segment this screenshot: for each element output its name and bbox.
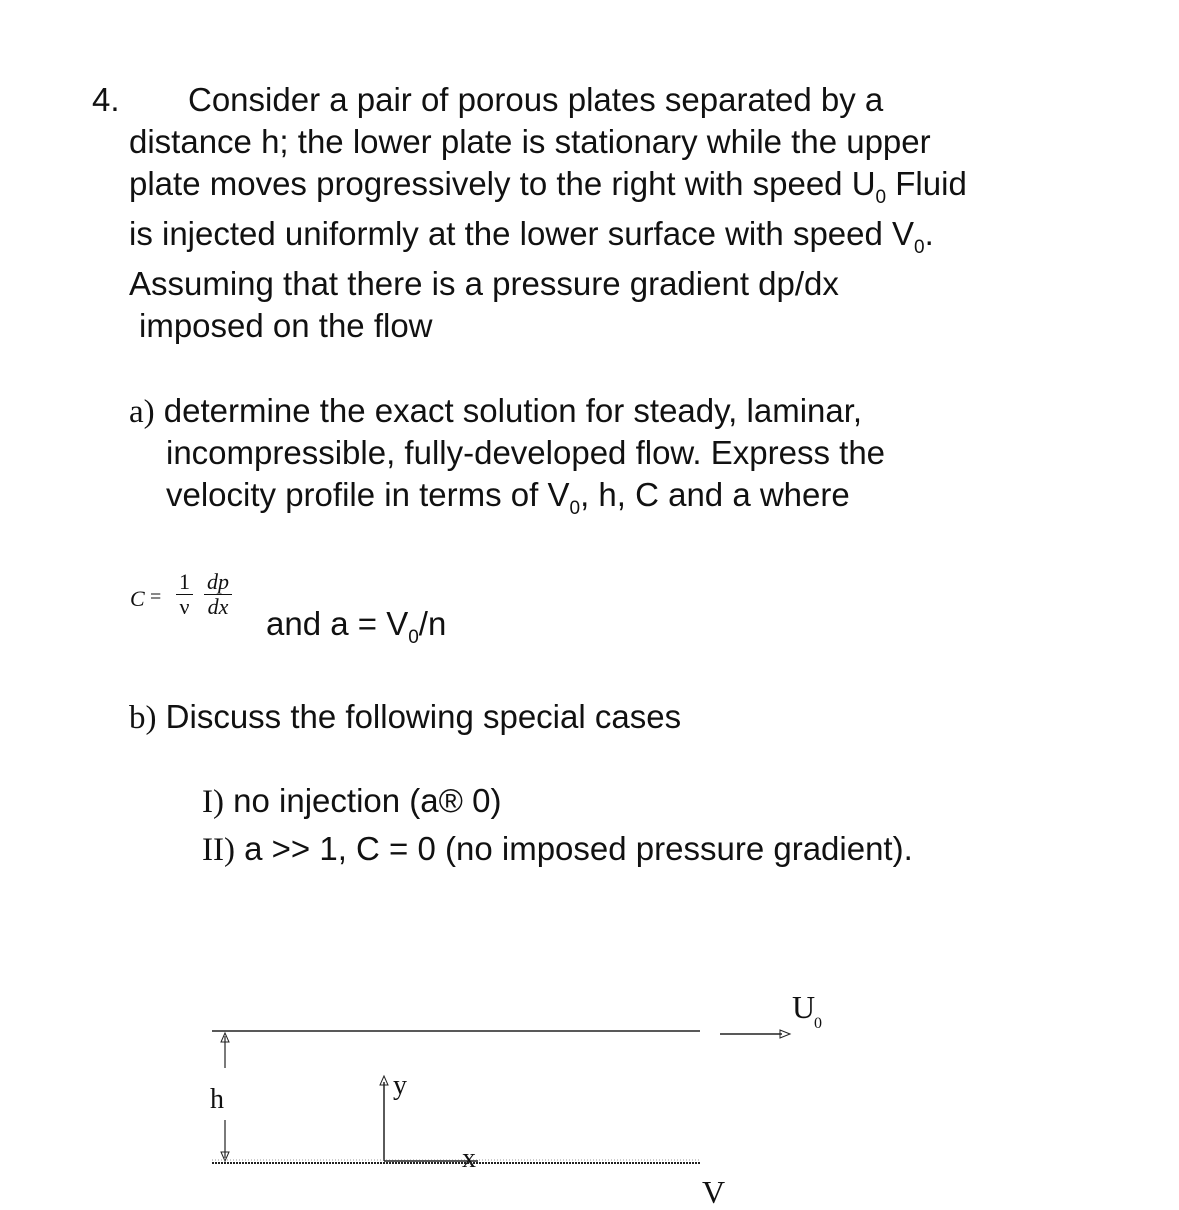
y-label: y bbox=[393, 1070, 407, 1101]
case-1-label: I) bbox=[202, 784, 224, 820]
h-label: h bbox=[210, 1084, 224, 1115]
part-b-text: Discuss the following special cases bbox=[156, 698, 682, 735]
formula-subscript: 0 bbox=[408, 627, 419, 648]
part-a-text-3: velocity profile in terms of V bbox=[166, 476, 570, 513]
part-a-line-2: incompressible, fully-developed flow. Express the bbox=[166, 434, 886, 471]
fraction-1-numerator: 1 bbox=[176, 570, 193, 595]
problem-line-4-tail: . bbox=[924, 215, 934, 252]
formula-c: C bbox=[130, 586, 145, 611]
v-subscript: 0 bbox=[914, 237, 925, 258]
case-2-label: II) bbox=[202, 832, 235, 868]
problem-number: 4. bbox=[92, 81, 120, 118]
formula-and-text: and a = V bbox=[266, 605, 409, 642]
v0-label: V bbox=[702, 1174, 726, 1210]
u0-subscript: 0 bbox=[814, 1015, 822, 1032]
u-subscript: 0 bbox=[875, 187, 887, 208]
part-a-text-3-tail: , h, C and a where bbox=[580, 476, 850, 513]
problem-line-4-text: is injected uniformly at the lower surface with speed V bbox=[129, 215, 915, 252]
problem-line-1: Consider a pair of porous plates separated by a bbox=[188, 81, 884, 118]
problem-line-6: imposed on the flow bbox=[139, 307, 433, 344]
problem-line-3-tail: Fluid bbox=[886, 165, 967, 202]
part-a-subscript: 0 bbox=[569, 498, 581, 519]
problem-line-5: Assuming that there is a pressure gradient dp/dx bbox=[129, 265, 839, 302]
part-a-text-1: determine the exact solution for steady, laminar, bbox=[154, 392, 863, 429]
case-1-text: no injection (a® 0) bbox=[223, 782, 502, 819]
part-b-label: b) bbox=[129, 700, 157, 736]
u0-label: U bbox=[792, 989, 816, 1025]
problem-line-2: distance h; the lower plate is stationary while the upper bbox=[129, 123, 931, 160]
fraction-1-denominator: ν bbox=[179, 594, 190, 619]
part-a-label: a) bbox=[129, 394, 155, 430]
formula-equals: = bbox=[150, 586, 162, 608]
problem-line-3-text: plate moves progressively to the right with speed U bbox=[129, 165, 876, 202]
x-label: x bbox=[462, 1143, 476, 1174]
case-2-text: a >> 1, C = 0 (no imposed pressure gradient). bbox=[234, 830, 913, 867]
fraction-2-denominator: dx bbox=[207, 594, 229, 619]
formula-tail: /n bbox=[418, 605, 447, 642]
fraction-2-numerator: dp bbox=[204, 570, 232, 595]
